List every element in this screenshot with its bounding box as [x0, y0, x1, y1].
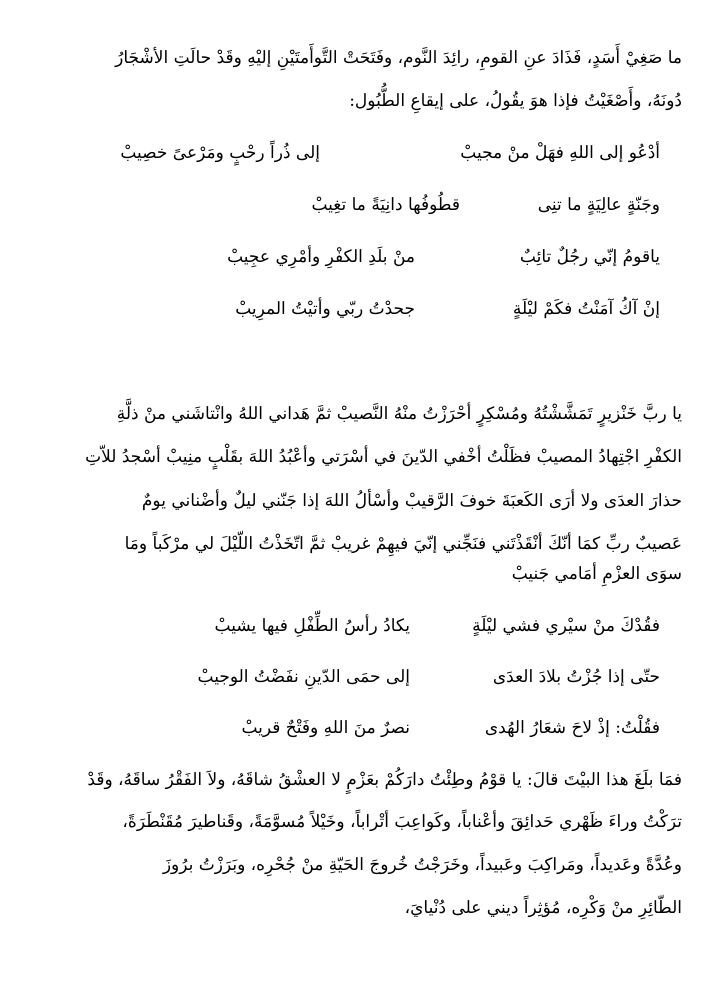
- text-line: وعُدَّةً وعَديداً، ومَراكِبَ وعَبيداً، وخَرَجْتُ خُروجَ الحَيّةِ منْ جُحْرِه، وبَرَزْتُ برُوزَ: [162, 855, 682, 875]
- text-line: سوَى العزْمِ أمَامي جَنيبْ: [511, 564, 682, 584]
- text-line: الكفْرِ اجْتِهادُ المصيبْ فظَلْتُ أخْفي الدّينَ في أسْرَتي وأعْبُدُ اللهَ بقَلْبٍ منِيبْ أسْجدُ للاّتِ: [85, 447, 682, 467]
- verse-second-hemistich: جحدْتُ ربّي وأتيْتُ المرِيبْ: [235, 299, 415, 319]
- text-line: دُونَهُ، وأَصْغَيْتُ فإذا هوَ يقُولُ، على إيقاعِ الطُّبُول:: [349, 91, 682, 111]
- text-line: الطّائِرِ منْ وَكْرِه، مُؤثِراً ديني على دُنْيايَ،: [404, 898, 682, 918]
- verse-second-hemistich: يكادُ رأسُ الطِّفْلِ فيها يشيبْ: [214, 616, 410, 636]
- text-line: فمَا بلَغَ هذا البيْتَ قالَ: يا قوْمُ وطِئْتُ دارَكُمْ بعَزْمٍ لا العشْقُ شاقَهُ، ولاَ الفَقْرُ ساقَهُ، وقَدْ: [87, 770, 682, 790]
- verse-first-hemistich: وجَنّةٍ عالِيَةٍ ما تنِى: [537, 195, 660, 215]
- text-line: يا ربَّ خَنْزيرٍ تَمَشَّشْتُهُ ومُسْكِرٍ أحْرَزْتُ منْهُ النَّصيبْ ثمَّ هَداني اللهُ وانْتاشَني منْ ذلَّةِ: [116, 404, 682, 424]
- verse-second-hemistich: منْ بلَدِ الكفْرِ وأمْرِي عجِيبْ: [227, 247, 415, 267]
- verse-first-hemistich: إنْ آكُ آمَنْتُ فكَمْ ليْلَةٍ: [512, 299, 660, 319]
- verse-second-hemistich: إلى ذُراً رحْبٍ ومَرْعىً خصِيبْ: [120, 143, 320, 163]
- text-line: ما صَغِيْ أَسَدٍ، فَذَادَ عنِ القومِ، رائِدَ النَّوم، وفَتَحَتْ التَّوأَمتَيْنِ إليْهِ وقَدْ حالَتِ الأشْجَارُ: [115, 48, 682, 68]
- verse-first-hemistich: فقُدْكَ منْ سيْري فشي ليْلَةٍ: [472, 616, 660, 636]
- verse-second-hemistich: قطُوفُها دانِيَةً ما تغِيبْ: [311, 195, 460, 215]
- text-line: ترَكْتُ وراءَ ظَهْري حَدائِقَ وأعْناباً، وكَواعِبَ أتْراباً، وخَيْلاً مُسوَّمَةً، وقَناطيرَ مُقَنْطَرَةً،: [122, 812, 682, 832]
- verse-first-hemistich: ياقومُ إنّي رجُلٌ تائِبٌ: [519, 247, 660, 267]
- text-line: عَصيبٌ ربِّ كمَا أنّكَ أنْقَذْتَني فنَجِّني إنّيَ فيهِمْ غريبْ ثمَّ اتّخَذْتُ اللّيْلَ لي مرْكَباً ومَا: [124, 534, 682, 554]
- verse-second-hemistich: نصرٌ منَ اللهِ وفَتْحٌ قريبْ: [241, 718, 410, 738]
- verse-second-hemistich: إلى حمَى الدّينِ نفَضْتُ الوجيبْ: [197, 667, 410, 687]
- verse-first-hemistich: أدْعُو إلى اللهِ فهَلْ منْ مجيبْ: [460, 143, 660, 163]
- verse-first-hemistich: فقُلْتُ: إذْ لاحَ شعَارُ الهُدى: [484, 718, 660, 738]
- verse-first-hemistich: حتّى إذا جُزْتُ بلادَ العدَى: [492, 667, 660, 687]
- text-line: حذارَ العدَى ولا أرَى الكَعبَةَ خوفَ الرَّقيبْ وأسْألُ اللهَ إذا جَنّني ليلٌ وأضْناني يومٌ: [141, 491, 682, 511]
